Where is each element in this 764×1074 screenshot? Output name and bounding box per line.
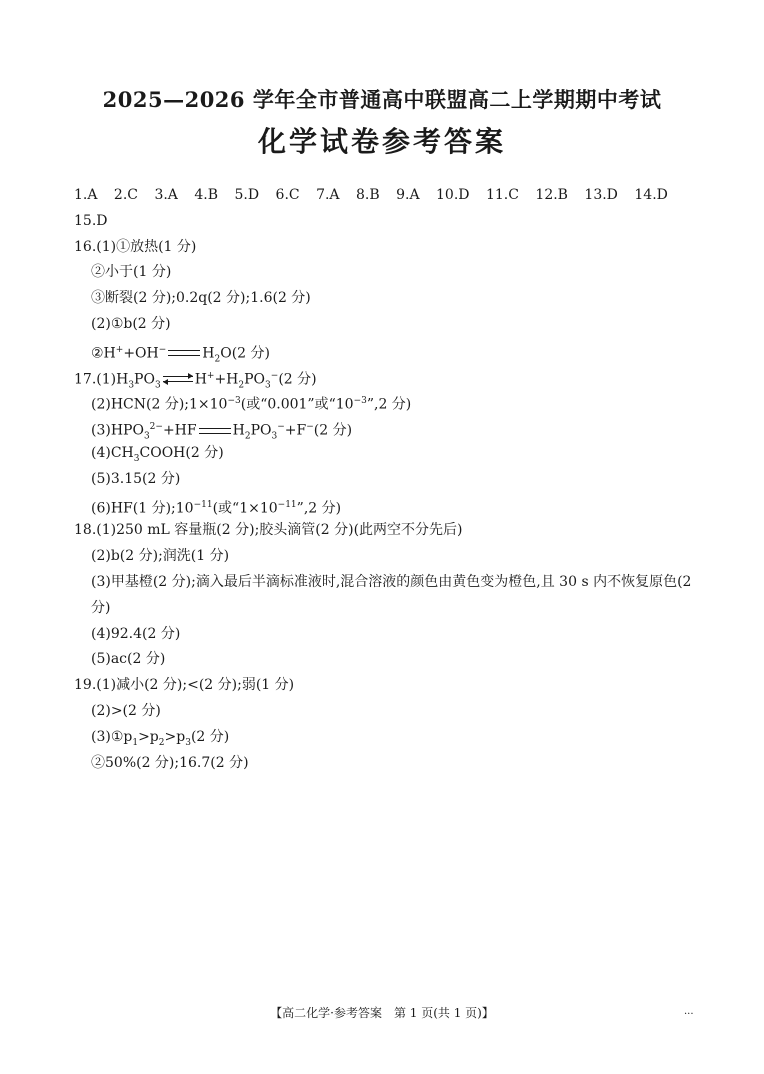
- q19-line-1: 19.(1)减小(2 分);<(2 分);弱(1 分): [74, 677, 295, 694]
- text: (或“1×10: [212, 500, 278, 517]
- equals-sign-icon: [168, 350, 200, 356]
- text: (4)CH: [91, 444, 134, 461]
- superscript: 2−: [149, 422, 163, 433]
- answer-body: [74, 183, 714, 776]
- subscript: 2: [214, 354, 221, 365]
- text: >p: [164, 728, 186, 745]
- q16-line-2: ②小于(1 分): [91, 264, 172, 281]
- superscript: −11: [193, 499, 213, 510]
- text: PO: [134, 371, 155, 388]
- text: >p: [138, 728, 159, 745]
- q17-line-5: (5)3.15(2 分): [91, 470, 181, 487]
- choice-answer: 14.D: [634, 187, 668, 203]
- superscript: −11: [277, 499, 297, 510]
- text: PO: [250, 422, 272, 439]
- page-footer: 【高二化学·参考答案 第 1 页(共 1 页)】: [270, 1006, 494, 1020]
- q16-line-4: (2)①b(2 分): [91, 315, 171, 332]
- superscript: +: [206, 370, 215, 381]
- q18-line-1: 18.(1)250 mL 容量瓶(2 分);胶头滴管(2 分)(此两空不分先后): [74, 522, 463, 539]
- choice-answer: 5.D: [234, 187, 260, 203]
- exam-title: 2025—2026 学年全市普通高中联盟高二上学期期中考试: [102, 87, 662, 112]
- text: (3)①p: [91, 728, 133, 745]
- q18-line-5: (5)ac(2 分): [91, 651, 166, 668]
- q17-line-1: [74, 364, 714, 390]
- reversible-arrow-icon: [163, 375, 193, 383]
- q19-line-2: (2)>(2 分): [91, 702, 161, 719]
- text: ②H: [91, 345, 116, 362]
- choice-answer: 11.C: [485, 187, 519, 203]
- superscript: −3: [227, 396, 241, 407]
- subscript: 2: [238, 380, 245, 391]
- choice-answer: 12.B: [535, 187, 568, 203]
- text: (2 分): [190, 728, 230, 745]
- subscript: 3: [143, 431, 150, 442]
- q17-line-6: [74, 493, 714, 519]
- text: H: [194, 371, 207, 388]
- superscript: −: [306, 422, 314, 433]
- subscript: 2: [244, 431, 251, 442]
- choice-answer: 13.D: [584, 187, 618, 203]
- superscript: −: [158, 344, 167, 355]
- choice-answer-last: 15.D: [74, 212, 108, 229]
- q18-line-3: (3)甲基橙(2 分);滴入最后半滴标准液时,混合溶液的颜色由黄色变为橙色,且 30 s 内不恢复原色(2 分): [91, 573, 692, 616]
- subscript: 3: [271, 431, 278, 442]
- choice-answer: 7.A: [316, 187, 340, 203]
- text: H: [232, 422, 245, 439]
- choice-answer: 10.D: [436, 187, 470, 203]
- choice-answer: 1.A: [74, 187, 98, 203]
- superscript: −: [277, 422, 285, 433]
- q16-line-1: 16.(1)①放热(1 分): [74, 238, 197, 255]
- choice-answer: 4.B: [194, 187, 219, 203]
- text: (2 分): [278, 371, 317, 388]
- text: 17.(1)H: [74, 371, 129, 388]
- text: +H: [214, 371, 239, 388]
- text: (3)HPO: [91, 422, 144, 439]
- subscript: 1: [132, 737, 139, 748]
- choice-answer: 8.B: [355, 187, 380, 203]
- text: PO: [244, 371, 266, 388]
- text: (2)HCN(2 分);1×10: [91, 397, 228, 414]
- subscript: 3: [128, 380, 135, 391]
- text: (或“0.001”或“10: [240, 397, 354, 414]
- superscript: −: [270, 370, 279, 381]
- choice-answer: 9.A: [396, 187, 420, 203]
- equals-sign-icon: [199, 428, 231, 434]
- choice-answer: 2.C: [113, 187, 138, 203]
- subscript: 3: [265, 380, 271, 391]
- superscript: −3: [353, 396, 367, 407]
- text: (6)HF(1 分);10: [91, 500, 194, 517]
- text: +HF: [162, 422, 197, 439]
- subscript: 3: [185, 737, 191, 748]
- text: +F: [284, 422, 307, 439]
- q18-line-2: (2)b(2 分);润洗(1 分): [91, 548, 230, 565]
- q18-line-4: (4)92.4(2 分): [91, 625, 181, 642]
- q16-line-5: [74, 338, 714, 364]
- q19-line-3: [74, 725, 714, 751]
- q17-line-3: [74, 415, 714, 441]
- choice-answer: 6.C: [275, 187, 300, 203]
- text: (2 分): [313, 422, 353, 439]
- q17-line-2: [74, 389, 714, 415]
- text: O(2 分): [220, 345, 270, 362]
- subscript: 3: [133, 453, 140, 464]
- footer-mark: ...: [684, 1006, 694, 1017]
- superscript: +: [115, 344, 124, 355]
- choice-answer: 3.A: [154, 187, 178, 203]
- subscript: 2: [158, 737, 165, 748]
- text: +OH: [123, 345, 159, 362]
- text: COOH(2 分): [139, 444, 224, 461]
- text: ”,2 分): [366, 397, 412, 414]
- text: H: [202, 345, 215, 362]
- q17-line-4: [74, 441, 714, 467]
- q19-line-4: ②50%(2 分);16.7(2 分): [91, 754, 249, 771]
- q16-line-3: ③断裂(2 分);0.2q(2 分);1.6(2 分): [91, 290, 311, 307]
- document-title: 化学试卷参考答案: [257, 125, 506, 158]
- multiple-choice-answers: [74, 183, 714, 209]
- subscript: 3: [154, 380, 161, 391]
- text: ”,2 分): [296, 500, 342, 517]
